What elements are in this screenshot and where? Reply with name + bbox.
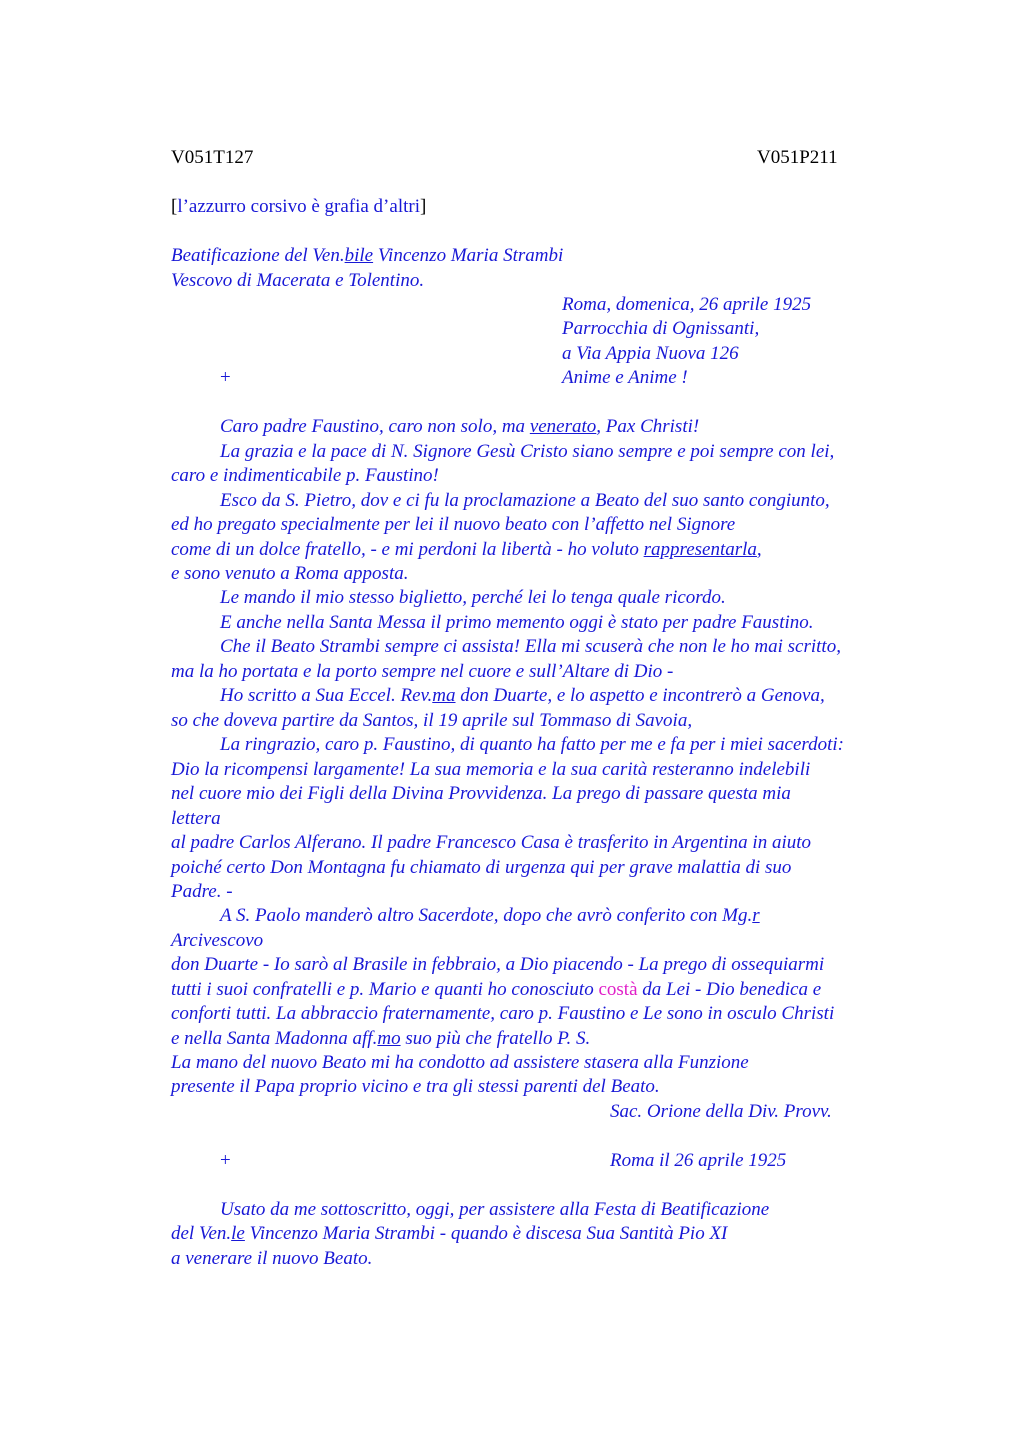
body-line: don Duarte - Io sarò al Brasile in febbraio, a Dio piacendo - La prego di ossequiarmi [171,954,825,975]
body-line: Arcivescovo [171,930,264,951]
body-underlined: r [752,905,760,926]
note-bracket-close: ] [419,196,427,217]
body-line: lettera [171,808,221,829]
body-line: Dio la ricompensi largamente! La sua memoria e la sua carità resteranno indelebili [171,759,811,780]
body-line: La grazia e la pace di N. Signore Gesù Cristo siano sempre e poi sempre con lei, [220,441,835,462]
document-code-right: V051P211 [757,147,838,168]
second-line: Usato da me sottoscritto, oggi, per assistere alla Festa di Beatificazione [220,1199,770,1220]
body-text-end: da Lei - Dio benedica e [637,979,822,1000]
body-text: tutti i suoi confratelli e p. Mario e quanti ho conosciuto [171,979,599,1000]
body-line [220,904,760,928]
title-text: Beatificazione del Ven. [171,245,345,266]
body-line: Le mando il mio stesso biglietto, perché lei lo tenga quale ricordo. [220,587,726,608]
body-text-end: suo più che fratello P. S. [400,1028,591,1049]
body-line: Che il Beato Strambi sempre ci assista! Ella mi scuserà che non le ho mai scritto, [220,636,841,657]
body-text: Ho scritto a Sua Eccel. Rev. [220,685,433,706]
body-underlined: ma [432,685,456,706]
title-text-end: Vincenzo Maria Strambi [373,245,564,266]
body-line [220,684,825,708]
body-line: conforti tutti. La abbraccio fraternamente, caro p. Faustino e Le sono in osculo Christi [171,1003,835,1024]
editorial-note [171,195,426,219]
body-line: so che doveva partire da Santos, il 19 aprile sul Tommaso di Savoia, [171,710,693,731]
body-line: La ringrazio, caro p. Faustino, di quanto ha fatto per me e fa per i miei sacerdoti: [220,734,844,755]
body-line: ma la ho portata e la porto sempre nel cuore e sull’Altare di Dio - [171,661,674,682]
body-text: e nella Santa Madonna aff. [171,1028,378,1049]
place-date: Roma, domenica, 26 aprile 1925 [562,294,812,315]
body-line: Esco da S. Pietro, dov e ci fu la proclamazione a Beato del suo santo congiunto, [220,490,830,511]
second-underlined: le [231,1223,245,1244]
note-bracket-open: [ [171,196,178,217]
cross-mark: + [220,1150,231,1171]
salutation-end: , Pax Christi! [596,416,700,437]
body-underlined: mo [377,1028,401,1049]
salutation [220,415,699,439]
body-line [171,978,821,1002]
second-line: a venerare il nuovo Beato. [171,1248,373,1269]
parish: Parrocchia di Ognissanti, [562,318,760,339]
document-code-left: V051T127 [171,147,254,168]
title-abbrev: bile [344,245,374,266]
cross-mark: + [220,367,231,388]
title-line-2: Vescovo di Macerata e Tolentino. [171,270,425,291]
salutation-underlined: venerato [529,416,597,437]
second-text-end: Vincenzo Maria Strambi - quando è discesa Sua Santità Pio XI [244,1223,728,1244]
address: a Via Appia Nuova 126 [562,343,739,364]
body-line: al padre Carlos Alferano. Il padre Francesco Casa è trasferito in Argentina in aiuto [171,832,811,853]
body-text-end: , [756,539,762,560]
motto: Anime e Anime ! [562,367,688,388]
body-line: e sono venuto a Roma apposta. [171,563,409,584]
body-text: A S. Paolo manderò altro Sacerdote, dopo che avrò conferito con Mg. [220,905,753,926]
body-line: caro e indimenticabile p. Faustino! [171,465,439,486]
body-text-end: don Duarte, e lo aspetto e incontrerò a Genova, [455,685,825,706]
body-line: nel cuore mio dei Figli della Divina Provvidenza. La prego di passare questa mia [171,783,791,804]
body-text: come di un dolce fratello, - e mi perdoni la libertà - ho voluto [171,539,644,560]
body-underlined: rappresentarla [643,539,757,560]
salutation-text: Caro padre Faustino, caro non solo, ma [220,416,530,437]
body-line: La mano del nuovo Beato mi ha condotto ad assistere stasera alla Funzione [171,1052,749,1073]
second-text: del Ven. [171,1223,232,1244]
body-line: poiché certo Don Montagna fu chiamato di urgenza qui per grave malattia di suo [171,857,792,878]
body-line: Padre. - [171,881,233,902]
signature: Sac. Orione della Div. Provv. [610,1101,832,1122]
second-line [171,1222,727,1246]
body-line [171,1027,590,1051]
body-line [171,538,762,562]
body-line: ed ho pregato specialmente per lei il nuovo beato con l’affetto nel Signore [171,514,736,535]
body-line: E anche nella Santa Messa il primo memento oggi è stato per padre Faustino. [220,612,814,633]
note-text: l’azzurro corsivo è grafia d’altri [177,196,420,217]
highlighted-word: costà [598,979,638,1000]
second-date: Roma il 26 aprile 1925 [610,1150,787,1171]
body-line: presente il Papa proprio vicino e tra gli stessi parenti del Beato. [171,1076,660,1097]
title-line-1 [171,244,563,268]
